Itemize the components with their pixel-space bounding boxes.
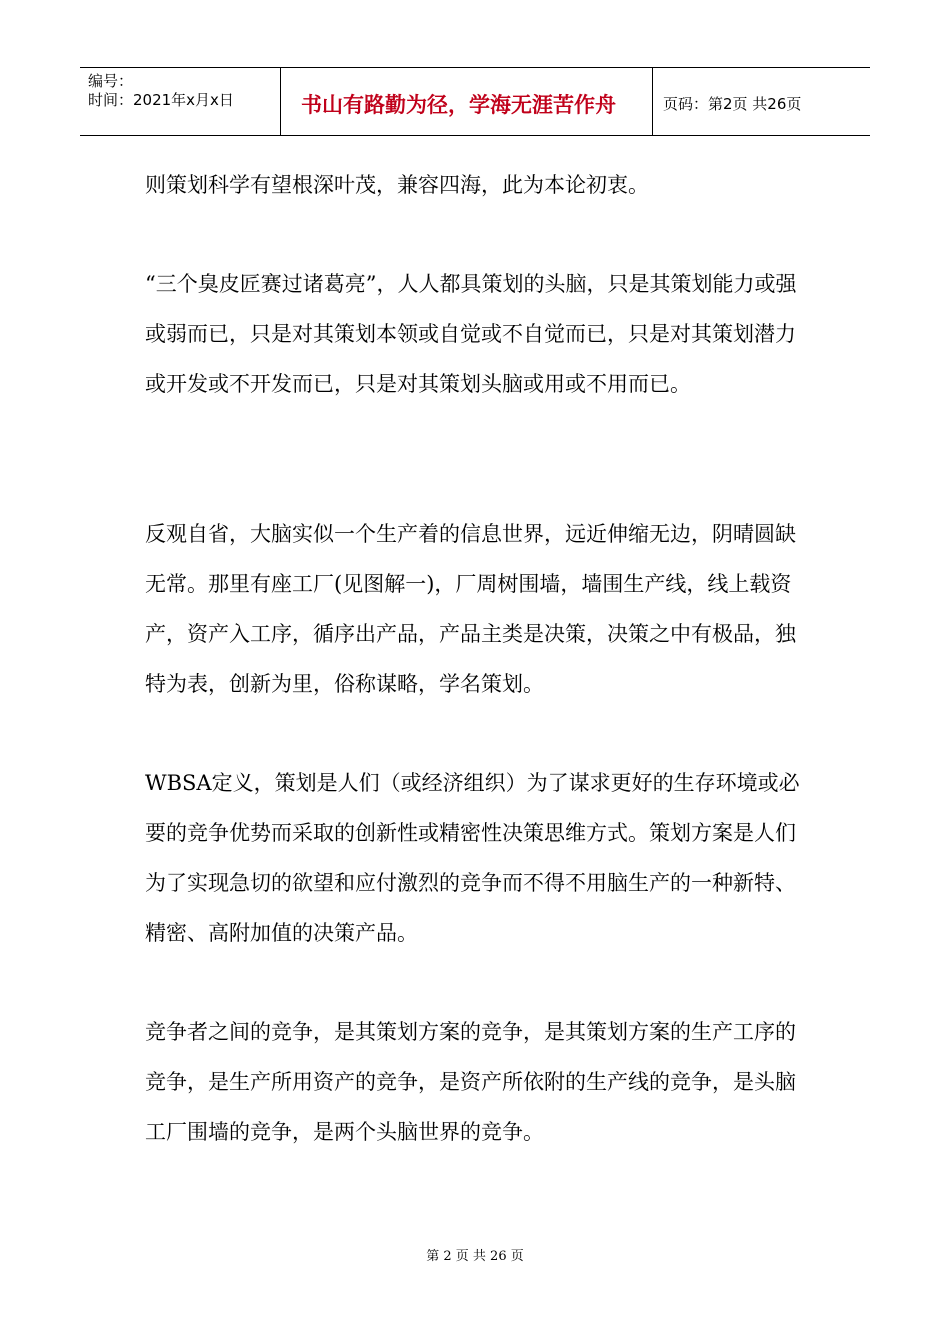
- header-motto-cell: [281, 68, 653, 135]
- paragraph: WBSA定义，策划是人们（或经济组织）为了谋求更好的生存环境或必要的竞争优势而采取的创新性或精密性决策思维方式。策划方案是人们为了实现急切的欲望和应付激烈的竞争而不得不用脑生产的一种新特、精密、高附加值的决策产品。: [145, 771, 800, 945]
- paragraph: 则策划科学有望根深叶茂，兼容四海，此为本论初衷。: [145, 173, 649, 197]
- page-header: [80, 67, 870, 136]
- page-footer: [0, 1245, 950, 1264]
- header-page-cell: [653, 68, 870, 135]
- header-page-info: 页码：第2页 共26页: [663, 95, 802, 113]
- date-label: 时间：2021年x月x日: [88, 91, 234, 109]
- document-body: [145, 160, 815, 1157]
- paragraph: 反观自省，大脑实似一个生产着的信息世界，远近伸缩无边，阴晴圆缺无常。那里有座工厂(见图解一)，厂周树围墙，墙围生产线，线上载资产，资产入工序，循序出产品，产品主类是决策，决策之中有极品，独特为表，创新为里，俗称谋略，学名策划。: [145, 522, 796, 696]
- header-meta-cell: [80, 68, 281, 135]
- paragraph: “三个臭皮匠赛过诸葛亮”，人人都具策划的头脑，只是其策划能力或强或弱而已，只是对其策划本领或自觉或不自觉而已，只是对其策划潜力或开发或不开发而已，只是对其策划头脑或用或不用而已。: [145, 272, 797, 396]
- footer-page-number: 第 2 页 共 26 页: [426, 1249, 524, 1264]
- number-label: 编号：: [88, 72, 134, 90]
- header-motto: 书山有路勤为径，学海无涯苦作舟: [301, 92, 616, 117]
- paragraph: 竞争者之间的竞争，是其策划方案的竞争，是其策划方案的生产工序的竞争，是生产所用资产的竞争，是资产所依附的生产线的竞争，是头脑工厂围墙的竞争，是两个头脑世界的竞争。: [145, 1020, 796, 1144]
